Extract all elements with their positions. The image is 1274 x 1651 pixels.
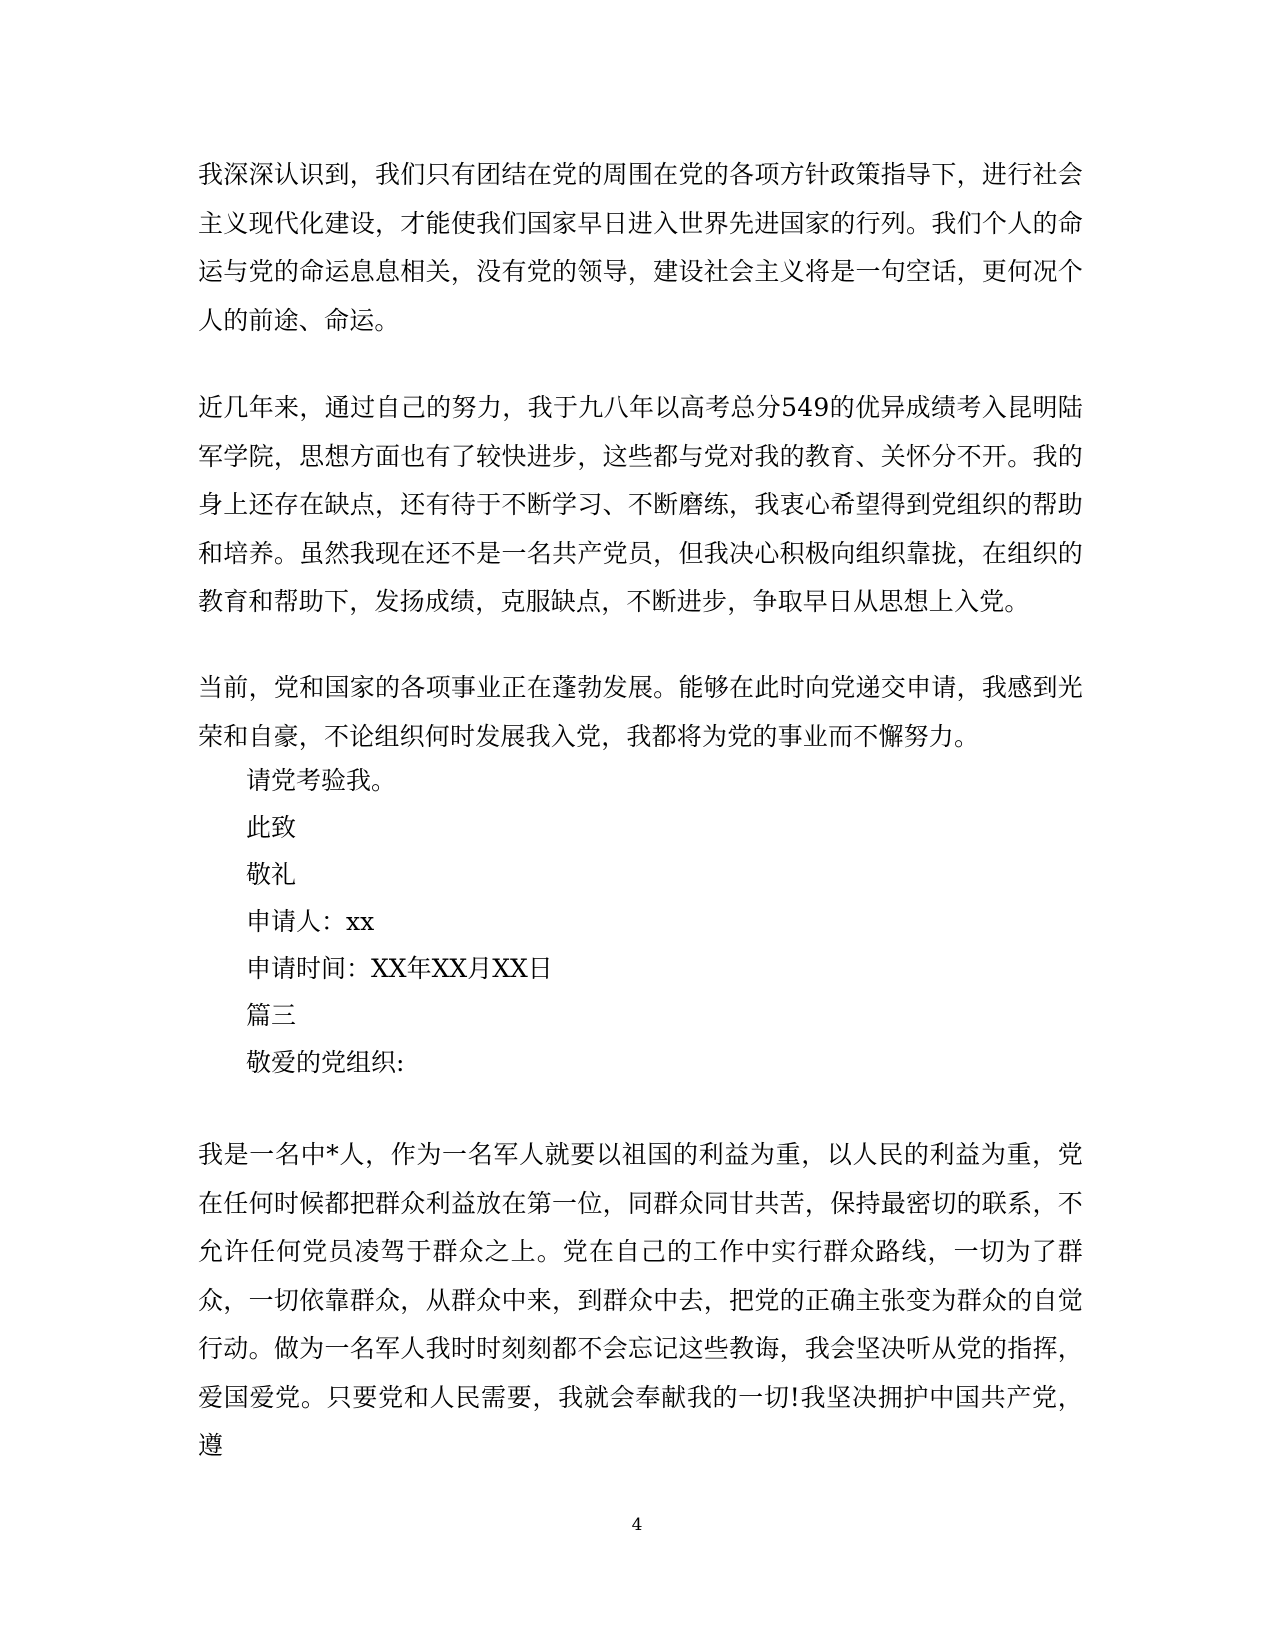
salutation-line-1: 此致 bbox=[246, 813, 297, 842]
applicant-line: 申请人：xx bbox=[246, 907, 375, 936]
request-line: 请党考验我。 bbox=[246, 766, 397, 795]
greeting-line: 敬爱的党组织: bbox=[246, 1048, 405, 1077]
paragraph-3: 当前，党和国家的各项事业正在蓬勃发展。能够在此时向党递交申请，我感到光荣和自豪，不论组织何时发展我入党，我都将为党的事业而不懈努力。 bbox=[198, 673, 1083, 751]
paragraph-2: 近几年来，通过自己的努力，我于九八年以高考总分549的优异成绩考入昆明陆军学院，思想方面也有了较快进步，这些都与党对我的教育、关怀分不开。我的身上还存在缺点，还有待于不断学习、不断磨练，我衷心希望得到党组织的帮助和培养。虽然我现在还不是一名共产党员，但我决心积极向组织靠拢，在组织的教育和帮助下，发扬成绩，克服缺点，不断进步，争取早日从思想上入党。 bbox=[198, 393, 1083, 616]
salutation-line-2: 敬礼 bbox=[246, 860, 297, 889]
paragraph-4: 我是一名中*人，作为一名军人就要以祖国的利益为重，以人民的利益为重，党在任何时候都把群众利益放在第一位，同群众同甘共苦，保持最密切的联系，不允许任何党员凌驾于群众之上。党在自己的工作中实行群众路线，一切为了群众，一切依靠群众，从群众中来，到群众中去，把党的正确主张变为群众的自觉行动。做为一名军人我时时刻刻都不会忘记这些教诲，我会坚决听从党的指挥，爱国爱党。只要党和人民需要，我就会奉献我的一切!我坚决拥护中国共产党，遵 bbox=[198, 1140, 1083, 1460]
page-number: 4 bbox=[631, 1515, 643, 1535]
section-heading: 篇三 bbox=[246, 1001, 297, 1030]
date-line: 申请时间：XX年XX月XX日 bbox=[246, 954, 553, 983]
paragraph-1: 我深深认识到，我们只有团结在党的周围在党的各项方针政策指导下，进行社会主义现代化建设，才能使我们国家早日进入世界先进国家的行列。我们个人的命运与党的命运息息相关，没有党的领导，建设社会主义将是一句空话，更何况个人的前途、命运。 bbox=[198, 160, 1083, 335]
